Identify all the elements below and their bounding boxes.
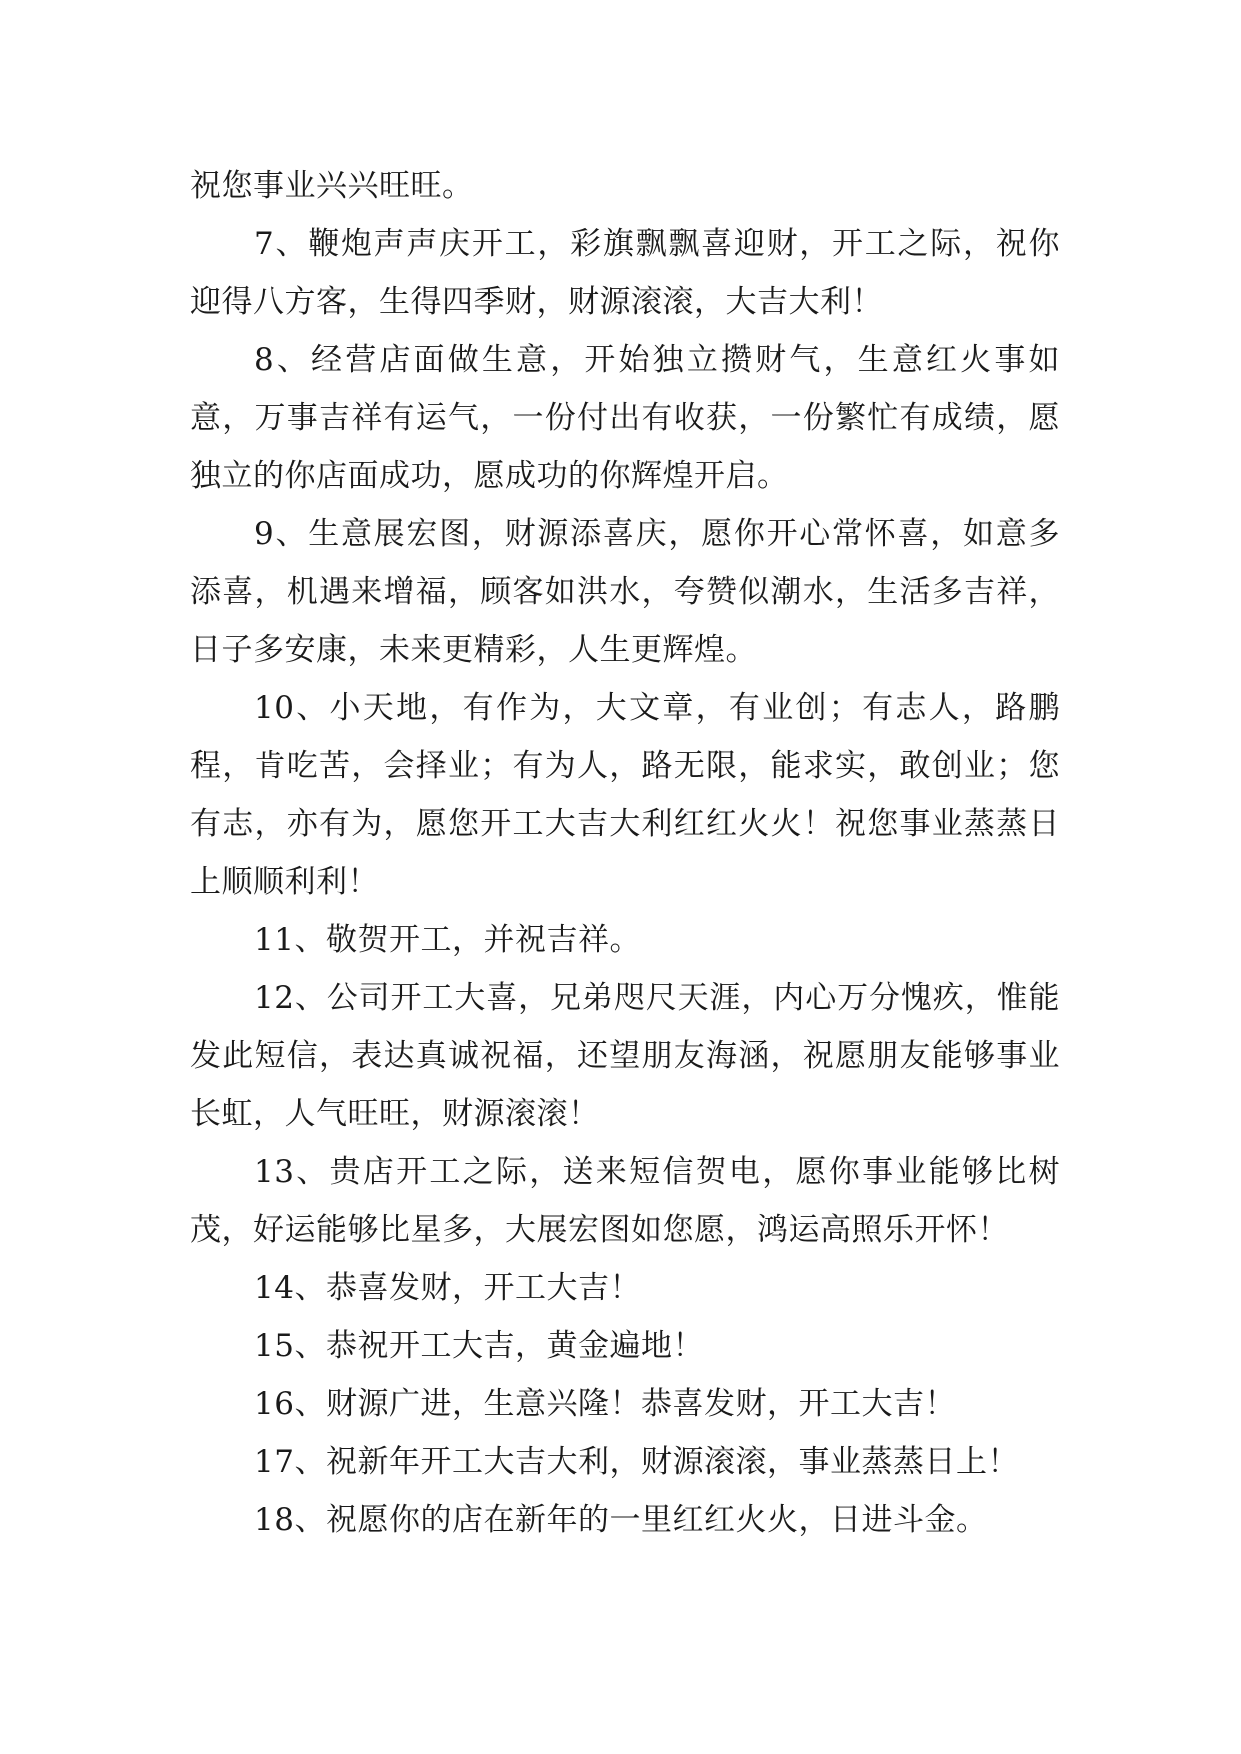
paragraph-item-17: 17、祝新年开工大吉大利，财源滚滚，事业蒸蒸日上！ (254, 1444, 1019, 1480)
paragraph-item-7: 7、鞭炮声声庆开工，彩旗飘飘喜迎财，开工之际，祝你迎得八方客，生得四季财，财源滚滚，大吉大利！ (190, 226, 1060, 320)
paragraph-item-15: 15、恭祝开工大吉，黄金遍地！ (254, 1328, 704, 1364)
paragraph-item-14: 14、恭喜发财，开工大吉！ (254, 1270, 641, 1306)
paragraph-item-11: 11、敬贺开工，并祝吉祥。 (254, 922, 641, 958)
paragraph-item-8: 8、经营店面做生意，开始独立攒财气，生意红火事如意，万事吉祥有运气，一份付出有收获，一份繁忙有成绩，愿独立的你店面成功，愿成功的你辉煌开启。 (190, 342, 1060, 494)
paragraph-item-10: 10、小天地，有作为，大文章，有业创；有志人，路鹏程，肯吃苦，会择业；有为人，路无限，能求实，敢创业；您有志，亦有为，愿您开工大吉大利红红火火！祝您事业蒸蒸日上顺顺利利！ (190, 690, 1060, 900)
paragraph-item-16: 16、财源广进，生意兴隆！恭喜发财，开工大吉！ (254, 1386, 956, 1422)
paragraph-item-13: 13、贵店开工之际，送来短信贺电，愿你事业能够比树茂，好运能够比星多，大展宏图如您愿，鸿运高照乐开怀！ (190, 1154, 1060, 1248)
paragraph-item-9: 9、生意展宏图，财源添喜庆，愿你开心常怀喜，如意多添喜，机遇来增福，顾客如洪水，夸赞似潮水，生活多吉祥，日子多安康，未来更精彩，人生更辉煌。 (190, 516, 1060, 668)
document-body (190, 157, 1060, 1549)
paragraph-item-18: 18、祝愿你的店在新年的一里红红火火，日进斗金。 (254, 1502, 988, 1538)
paragraph-continuation: 祝您事业兴兴旺旺。 (190, 168, 474, 204)
paragraph-item-12: 12、公司开工大喜，兄弟咫尺天涯，内心万分愧疚，惟能发此短信，表达真诚祝福，还望朋友海涵，祝愿朋友能够事业长虹，人气旺旺，财源滚滚！ (190, 980, 1060, 1132)
